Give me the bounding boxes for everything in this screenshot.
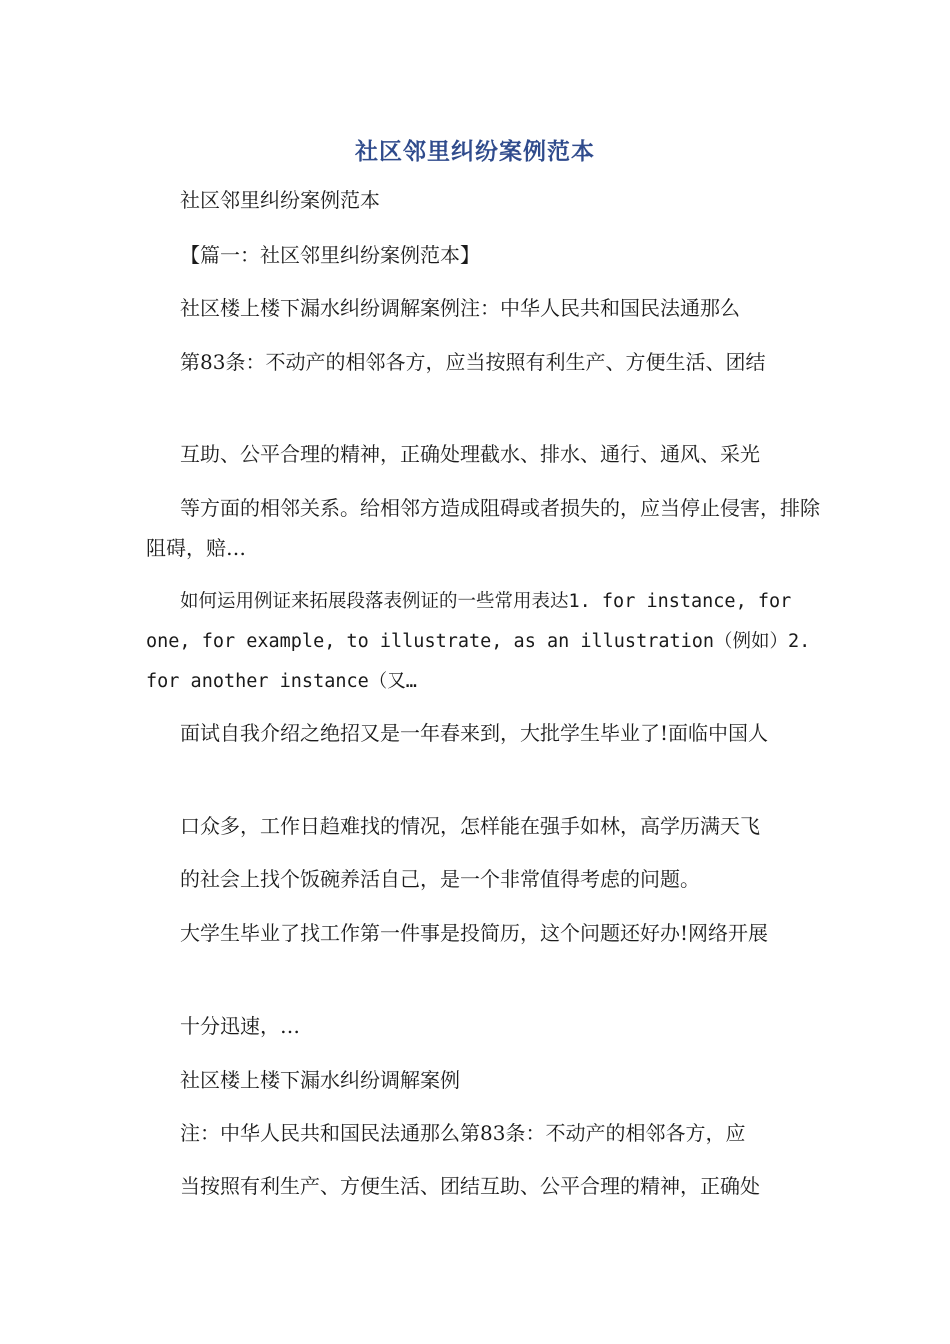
paragraph: 社区楼上楼下漏水纠纷调解案例注：中华人民共和国民法通那么 [180, 296, 740, 320]
paragraph: 面试自我介绍之绝招又是一年春来到，大批学生毕业了!面临中国人 [180, 721, 769, 745]
paragraph: 互助、公平合理的精神，正确处理截水、排水、通行、通风、采光 [180, 442, 760, 466]
paragraph: 社区邻里纠纷案例范本 [180, 188, 380, 212]
paragraph: 口众多，工作日趋难找的情况，怎样能在强手如林，高学历满天飞 [180, 814, 760, 838]
paragraph: 等方面的相邻关系。给相邻方造成阻碍或者损失的，应当停止侵害，排除阻碍，赔… [146, 496, 820, 560]
paragraph: 社区楼上楼下漏水纠纷调解案例 [180, 1068, 460, 1092]
paragraph: 十分迅速，… [180, 1014, 300, 1038]
paragraph: 注：中华人民共和国民法通那么第83条：不动产的相邻各方，应 [180, 1121, 746, 1145]
paragraph: 第83条：不动产的相邻各方，应当按照有利生产、方便生活、团结 [180, 350, 766, 374]
paragraph: 大学生毕业了找工作第一件事是投简历，这个问题还好办!网络开展 [180, 921, 769, 945]
paragraph: 如何运用例证来拓展段落表例证的一些常用表达1. for instance, for one, for example, to illustrate, as an illustration（例如）2. for another instance（又… [146, 591, 811, 692]
paragraph: 【篇一：社区邻里纠纷案例范本】 [180, 243, 480, 267]
paragraph: 当按照有利生产、方便生活、团结互助、公平合理的精神，正确处 [180, 1174, 760, 1198]
paragraph: 的社会上找个饭碗养活自己，是一个非常值得考虑的问题。 [180, 867, 700, 891]
document-title: 社区邻里纠纷案例范本 [355, 139, 595, 165]
